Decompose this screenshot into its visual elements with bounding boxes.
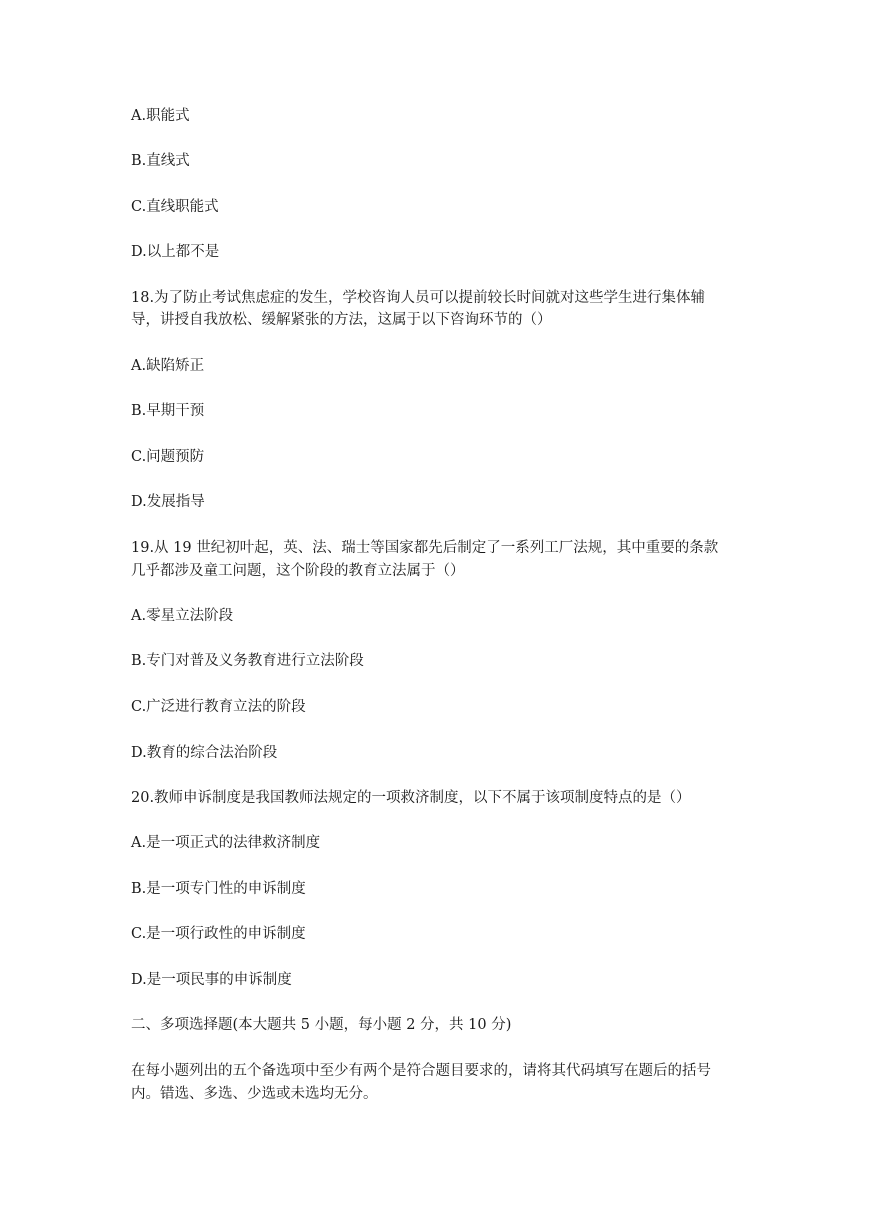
q18-stem-line2: 导，讲授自我放松、缓解紧张的方法，这属于以下咨询环节的（） bbox=[131, 312, 552, 328]
q20-option-d: D.是一项民事的申诉制度 bbox=[131, 972, 292, 988]
q17-option-c: C.直线职能式 bbox=[131, 199, 219, 215]
q18-option-a: A.缺陷矫正 bbox=[131, 358, 205, 374]
q20-option-c: C.是一项行政性的申诉制度 bbox=[131, 926, 306, 942]
q20-option-b: B.是一项专门性的申诉制度 bbox=[131, 881, 306, 897]
section-instruction-line1: 在每小题列出的五个备选项中至少有两个是符合题目要求的，请将其代码填写在题后的括号 bbox=[131, 1063, 711, 1079]
q19-option-c: C.广泛进行教育立法的阶段 bbox=[131, 699, 306, 715]
q17-option-d: D.以上都不是 bbox=[131, 244, 220, 260]
q19-option-a: A.零星立法阶段 bbox=[131, 608, 234, 624]
q18-stem-line1: 18.为了防止考试焦虑症的发生，学校咨询人员可以提前较长时间就对这些学生进行集体辅 bbox=[131, 290, 706, 306]
q19-option-b: B.专门对普及义务教育进行立法阶段 bbox=[131, 653, 364, 669]
q19-stem-line2: 几乎都涉及童工问题，这个阶段的教育立法属于（） bbox=[131, 563, 465, 579]
q17-option-a: A.职能式 bbox=[131, 108, 190, 124]
q18-option-d: D.发展指导 bbox=[131, 494, 205, 510]
q20-stem: 20.教师申诉制度是我国教师法规定的一项救济制度，以下不属于该项制度特点的是（） bbox=[131, 790, 691, 806]
q20-option-a: A.是一项正式的法律救济制度 bbox=[131, 835, 321, 851]
q18-option-c: C.问题预防 bbox=[131, 449, 205, 465]
q19-stem-line1: 19.从 19 世纪初叶起，英、法、瑞士等国家都先后制定了一系列工厂法规，其中重要的条款 bbox=[131, 540, 719, 556]
section-instruction-line2: 内。错选、多选、少选或未选均无分。 bbox=[131, 1086, 378, 1102]
q19-option-d: D.教育的综合法治阶段 bbox=[131, 745, 278, 761]
q17-option-b: B.直线式 bbox=[131, 153, 190, 169]
section-heading: 二、多项选择题(本大题共 5 小题，每小题 2 分，共 10 分) bbox=[131, 1017, 512, 1033]
q18-option-b: B.早期干预 bbox=[131, 403, 205, 419]
